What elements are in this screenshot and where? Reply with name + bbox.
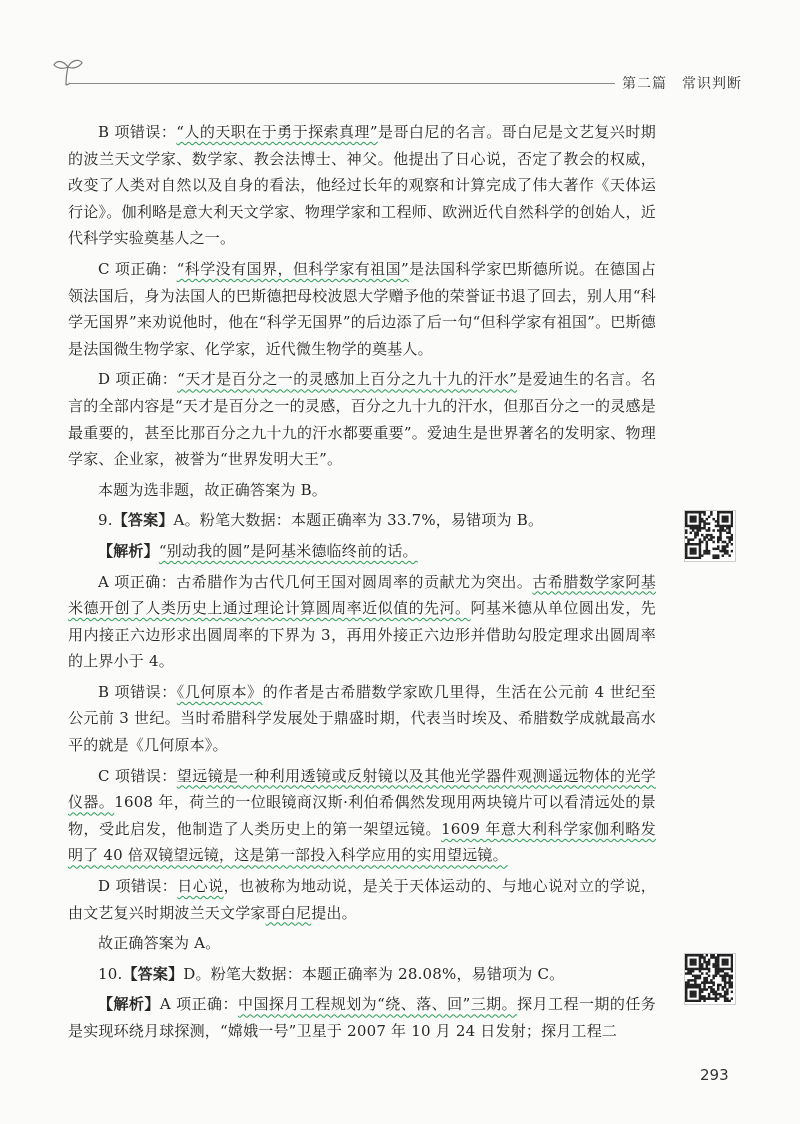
text-span: B 项错误： (98, 123, 177, 141)
section-marker: 【解析】 (98, 541, 159, 560)
text-span: 是哥白尼的名言。哥白尼是文艺复兴时期的波兰天文学家、数学家、教会法博士、神父。他提出了日心说，否定了教会的权威，改变了人类对自然以及自身的看法，他经过长年的观察和计算完成了伟大著作《天体运行论》。伽利略是意大利天文学家、物理学家和工程师、欧洲近代自然科学的创始人，近代科学实验奠基人之一。 (68, 123, 656, 248)
text-span: ，也被称为地动说，是关于天体运动的、与地心说对立的学说，由文艺复兴时期波兰天文学家 (68, 877, 656, 922)
header-rule (70, 83, 615, 84)
text-span: 探月工程一期的任务是实现环绕月球探测，“嫦娥一号”卫星于 2007 年 10 月 24 日发射；探月工程二 (68, 995, 657, 1040)
paragraph (68, 366, 656, 472)
paragraph (68, 569, 656, 675)
highlighted-text: “人的天职在于勇于探索真理” (176, 123, 378, 141)
highlighted-text: “天才是百分之一的灵感加上百分之九十九的汗水” (177, 370, 518, 389)
highlighted-text: “别动我的圆”是阿基米德临终前的话。 (158, 541, 418, 560)
paragraph (68, 961, 656, 988)
section-marker: 【答案】 (112, 511, 174, 530)
text-span: A 项正确：古希腊作为古代几何王国对圆周率的贡献尤为突出。 (98, 572, 533, 591)
text-span: 是法国科学家巴斯德所说。在德国占领法国后，身为法国人的巴斯德把母校波恩大学赠予他的荣誉证书退了回去，别人用“科学无国界”来劝说他时，他在“科学无国界”的后边添了后一句“但科学家有祖国”。巴斯德是法国微生物学家、化学家，近代微生物学的奠基人。 (68, 259, 657, 358)
text-span: C 项正确： (98, 259, 177, 278)
paragraph (68, 256, 656, 362)
highlighted-text: 《几何原本》 (176, 682, 263, 701)
text-span: 9. (98, 511, 113, 530)
paragraph (68, 873, 656, 926)
paragraph (68, 930, 656, 957)
text-span: A 项正确： (159, 995, 238, 1014)
highlighted-text: 日心说 (177, 877, 224, 896)
highlighted-text: 哥白尼 (265, 903, 312, 922)
paragraph (68, 679, 656, 759)
text-span: 本题为选非题，故正确答案为 B。 (98, 480, 327, 499)
section-marker: 【答案】 (122, 964, 184, 983)
text-span: 10. (98, 964, 123, 983)
text-span: C 项错误： (98, 766, 177, 785)
highlighted-text: “科学没有国界，但科学家有祖国” (176, 259, 409, 278)
highlighted-text: 1609 年意大利科学家伽利略发明了 40 倍双镜望远镜，这是第一部投入科学应用的实用望远镜。 (68, 819, 656, 865)
text-span: 1608 年，荷兰的一位眼镜商汉斯·利伯希偶然发现用两块镜片可以看清远处的景物，受此启发，他制造了人类历史上的第一架望远镜。 (68, 793, 656, 838)
highlighted-text: 中国探月工程规划为“绕、落、回”三期。 (237, 995, 518, 1014)
qr-code-question-9[interactable] (684, 510, 736, 562)
paragraph (68, 507, 656, 534)
text-span: B 项错误： (98, 682, 177, 701)
page-number: 293 (700, 1066, 729, 1084)
highlighted-text: 望远镜是一种利用透镜或反射镜以及其他光学器件观测遥远物体的光学仪器。 (68, 766, 656, 812)
text-span: 是爱迪生的名言。名言的全部内容是“天才是百分之一的灵感，百分之九十九的汗水，但那百分之一的灵感是最重要的，甚至比那百分之九十九的汗水都要重要”。爱迪生是世界著名的发明家、物理学家、企业家，被誉为“世界发明大王”。 (68, 370, 656, 469)
text-span: D。粉笔大数据：本题正确率为 28.08%，易错项为 C。 (183, 964, 565, 983)
page-body (68, 119, 656, 1049)
paragraph (68, 119, 656, 252)
section-marker: 【解析】 (98, 995, 160, 1014)
highlighted-text: 古希腊数学家阿基米德开创了人类历史上通过理论计算圆周率近似值的先河。 (68, 572, 657, 618)
qr-code-question-10[interactable] (684, 953, 736, 1005)
section-title: 第二篇 常识判断 (622, 76, 742, 92)
text-span: 阿基米德从单位圆出发，先用内接正六边形求出圆周率的下界为 3，再用外接正六边形并借助勾股定理求出圆周率的上界小于 4。 (68, 599, 657, 671)
paragraph (68, 538, 656, 565)
paragraph (68, 991, 656, 1044)
text-span: 的作者是古希腊数学家欧几里得，生活在公元前 4 世纪至公元前 3 世纪。当时希腊科学发展处于鼎盛时期，代表当时埃及、希腊数学成就最高水平的就是《几何原本》。 (68, 682, 657, 755)
paragraph (68, 763, 656, 869)
paragraph (68, 477, 656, 504)
text-span: 故正确答案为 A。 (98, 934, 221, 953)
text-span: 提出。 (311, 903, 357, 922)
text-span: D 项正确： (98, 370, 178, 389)
text-span: A。粉笔大数据：本题正确率为 33.7%，易错项为 B。 (173, 511, 544, 530)
text-span: D 项错误： (98, 877, 178, 896)
